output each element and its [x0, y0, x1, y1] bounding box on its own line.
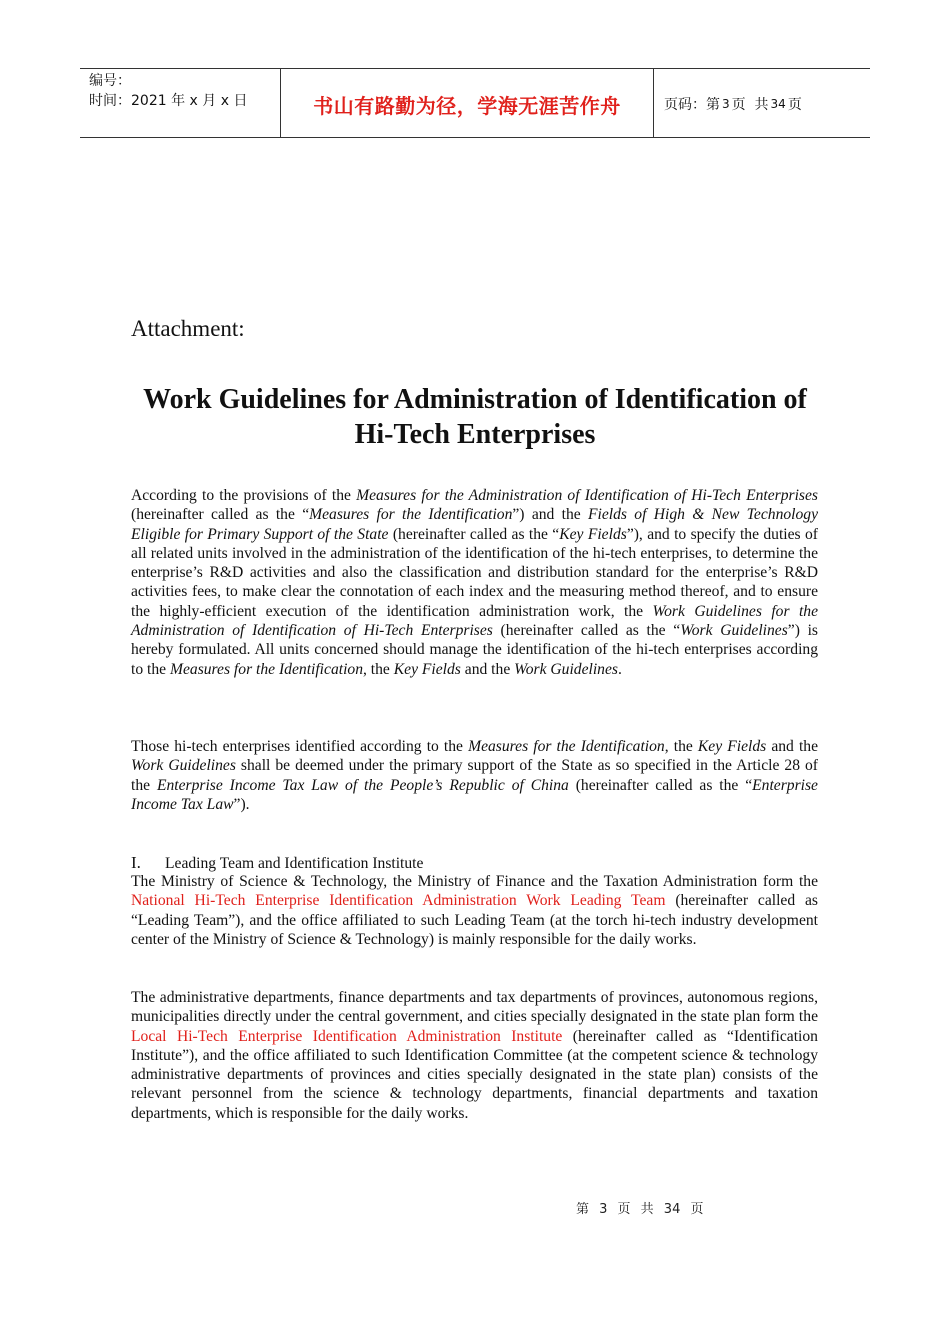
header-page-suffix: 页: [787, 96, 802, 113]
page-header: [80, 68, 870, 138]
header-meta: [80, 69, 281, 137]
italic-run: Measures for the Identification: [309, 506, 513, 524]
paragraph-intro: [131, 486, 818, 679]
header-page-prefix: 页码：第: [664, 96, 720, 113]
italic-run: Key Fields: [559, 525, 627, 543]
italic-run: Work Guidelines: [680, 622, 788, 640]
document-title: [131, 382, 819, 452]
text-run: (hereinafter called as the “: [568, 776, 753, 794]
header-page-current: 3: [722, 96, 730, 111]
text-run: ”) is hereby formulated. All units concerned should manage the identification of the hi-tech enterprises according to the: [131, 622, 818, 678]
text-run: (hereinafter called as “Identification Institute”), and the office affiliated to such Identification Committee (at the competent science & technology administrative departments of provinces and cities specially designated in the state plan) consists of the relevant personnel from the science & technology departments, financial departments and taxation departments, which is responsible for the daily works.: [131, 1027, 818, 1122]
header-number-label: 编号：: [89, 73, 131, 89]
header-motto: 书山有路勤为径，学海无涯苦作舟: [281, 69, 654, 137]
header-date: 时间：2021 年 x 月 x 日: [89, 93, 248, 109]
text-run: and the: [460, 660, 515, 678]
italic-run: Fields of High & New Technology Eligible for Primary Support of the State: [131, 506, 819, 543]
text-run: , the: [664, 738, 698, 755]
text-run: ”) and the: [512, 506, 588, 524]
header-page-info: [654, 69, 870, 137]
highlighted-term: National Hi-Tech Enterprise Identification Administration Work Leading Team: [131, 892, 666, 910]
header-page-total: 34: [770, 96, 786, 111]
paragraph-identification-institute: [131, 988, 818, 1123]
italic-run: Work Guidelines: [131, 757, 236, 775]
paragraph-leading-team: [131, 872, 818, 949]
italic-run: Measures for the Identification: [169, 660, 363, 678]
text-run: Those hi-tech enterprises identified according to the: [131, 738, 469, 755]
text-run: According to the provisions of the: [131, 487, 357, 504]
section-number: I.: [131, 853, 141, 872]
text-run: ”).: [233, 795, 250, 813]
italic-run: Key Fields: [393, 660, 461, 678]
footer-page-number: 第 3 页 共 34 页: [576, 1202, 704, 1217]
title-line-1: Work Guidelines for Administration of Identification of: [143, 384, 807, 415]
text-run: .: [617, 660, 622, 678]
text-run: The Ministry of Science & Technology, the Ministry of Finance and the Taxation Administration form the: [131, 873, 818, 890]
italic-run: Work Guidelines for the Administration of Identification of Hi-Tech Enterprises: [131, 602, 819, 640]
italic-run: Measures for the Identification: [468, 738, 665, 755]
italic-run: Enterprise Income Tax Law: [131, 776, 818, 813]
text-run: and the: [766, 738, 819, 755]
text-run: , the: [363, 660, 394, 678]
title-line-2: Hi-Tech Enterprises: [354, 419, 596, 450]
text-run: (hereinafter called as the “: [492, 622, 681, 640]
highlighted-term: Local Hi-Tech Enterprise Identification Administration Institute: [131, 1027, 563, 1045]
section-title: Leading Team and Identification Institute: [165, 855, 424, 872]
text-run: (hereinafter called as “Leading Team”), and the office affiliated to such Leading Team (at the torch hi-tech industry development center of the Ministry of Science & Technology) is mainly responsible for the daily works.: [131, 892, 818, 948]
section-heading: [131, 853, 423, 873]
text-run: (hereinafter called as the “: [131, 506, 310, 524]
attachment-label: Attachment:: [131, 316, 245, 341]
text-run: The administrative departments, finance departments and tax departments of provinces, autonomous regions, municipalities directly under the central government, and cities specially designated in the state plan form the: [131, 989, 818, 1026]
header-page-mid: 页 共: [731, 96, 769, 113]
paragraph-support: [131, 737, 818, 814]
text-run: ”), and to specify the duties of all related units involved in the administration of the identification of the hi-tech enterprises, to determine the enterprise’s R&D activities and also the classification and distribution standard for the enterprise’s R&D activities fees, to make clear the connotation of each index and the measuring method thereof, and to ensure the highly-efficient execution of the identification administration work, the: [131, 525, 818, 620]
text-run: (hereinafter called as the “: [388, 525, 560, 543]
text-run: shall be deemed under the primary support of the State as so specified in the Article 28 of the: [131, 757, 818, 794]
italic-run: Measures for the Administration of Identification of Hi-Tech Enterprises: [356, 487, 818, 504]
italic-run: Enterprise Income Tax Law of the People’s Republic of China: [156, 776, 569, 794]
italic-run: Key Fields: [697, 738, 767, 755]
italic-run: Work Guidelines: [514, 660, 618, 678]
